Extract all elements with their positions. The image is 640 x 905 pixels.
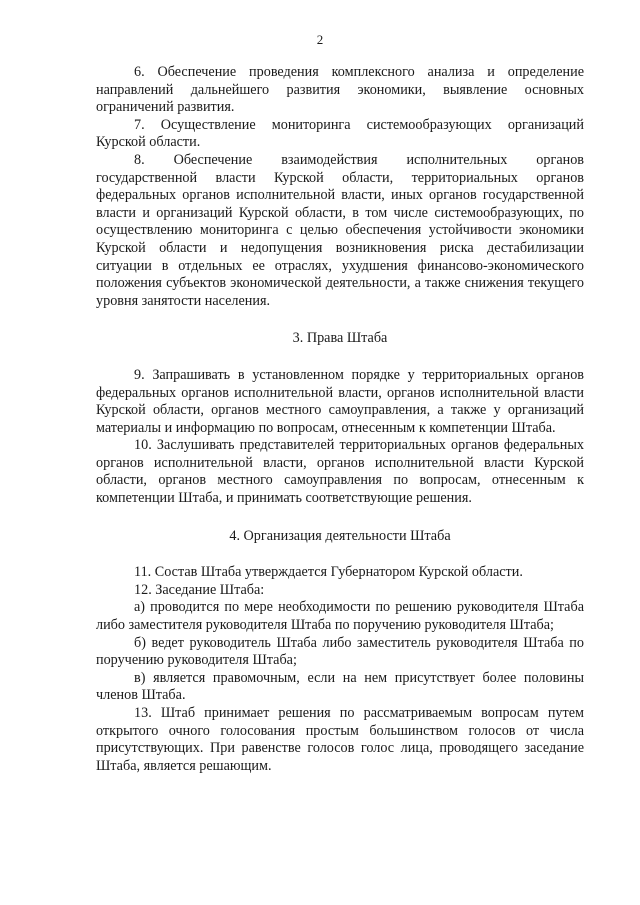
subitem-b: б) ведет руководитель Штаба либо заместитель руководителя Штаба по поручению руководителя Штаба; (96, 634, 584, 669)
paragraph-8: 8. Обеспечение взаимодействия исполнительных органов государственной власти Курской области, территориальных органов федеральных органов исполнительной власти, иных органов государственной власти и организаций Курской области, в том числе системообразующих, по осуществлению мониторинга с целью обеспечения устойчивости экономики Курской области и недопущения возникновения риска дестабилизации ситуации в отдельных ее отраслях, ухудшения финансово-экономического положения субъектов экономической деятельности, а также снижения текущего уровня занятости населения. (96, 151, 584, 309)
paragraph-10: 10. Заслушивать представителей территориальных органов федеральных органов исполнительной власти, органов исполнительной власти Курской области, органов местного самоуправления по вопросам, отнесенным к компетенции Штаба, и принимать соответствующие решения. (96, 437, 584, 507)
document-body (96, 64, 584, 775)
paragraph-6: 6. Обеспечение проведения комплексного анализа и определение направлений дальнейшего развития экономики, выявление основных ограничений развития. (96, 64, 584, 116)
section-4-heading: 4. Организация деятельности Штаба (229, 527, 451, 544)
paragraph-9: 9. Запрашивать в установленном порядке у территориальных органов федеральных органов исполнительной власти, органов исполнительной власти Курской области, органов местного самоуправления, а также у организаций материалы и информацию по вопросам, отнесенным к компетенции Штаба. (96, 366, 584, 436)
paragraph-7: 7. Осуществление мониторинга системообразующих организаций Курской области. (96, 116, 584, 151)
subitem-c: в) является правомочным, если на нем присутствует более половины членов Штаба. (96, 669, 584, 704)
page-number: 2 (316, 32, 324, 47)
subitem-a: а) проводится по мере необходимости по решению руководителя Штаба либо заместителя руководителя Штаба по поручению руководителя Штаба; (96, 599, 584, 634)
paragraph-11: 11. Состав Штаба утверждается Губернатором Курской области. (134, 564, 523, 581)
paragraph-13: 13. Штаб принимает решения по рассматриваемым вопросам путем открытого очного голосования простым большинством голосов от числа присутствующих. При равенстве голосов голос лица, проводящего заседание Штаба, является решающим. (96, 705, 584, 774)
paragraph-12: 12. Заседание Штаба: (134, 581, 265, 598)
section-3-heading: 3. Права Штаба (292, 330, 388, 347)
